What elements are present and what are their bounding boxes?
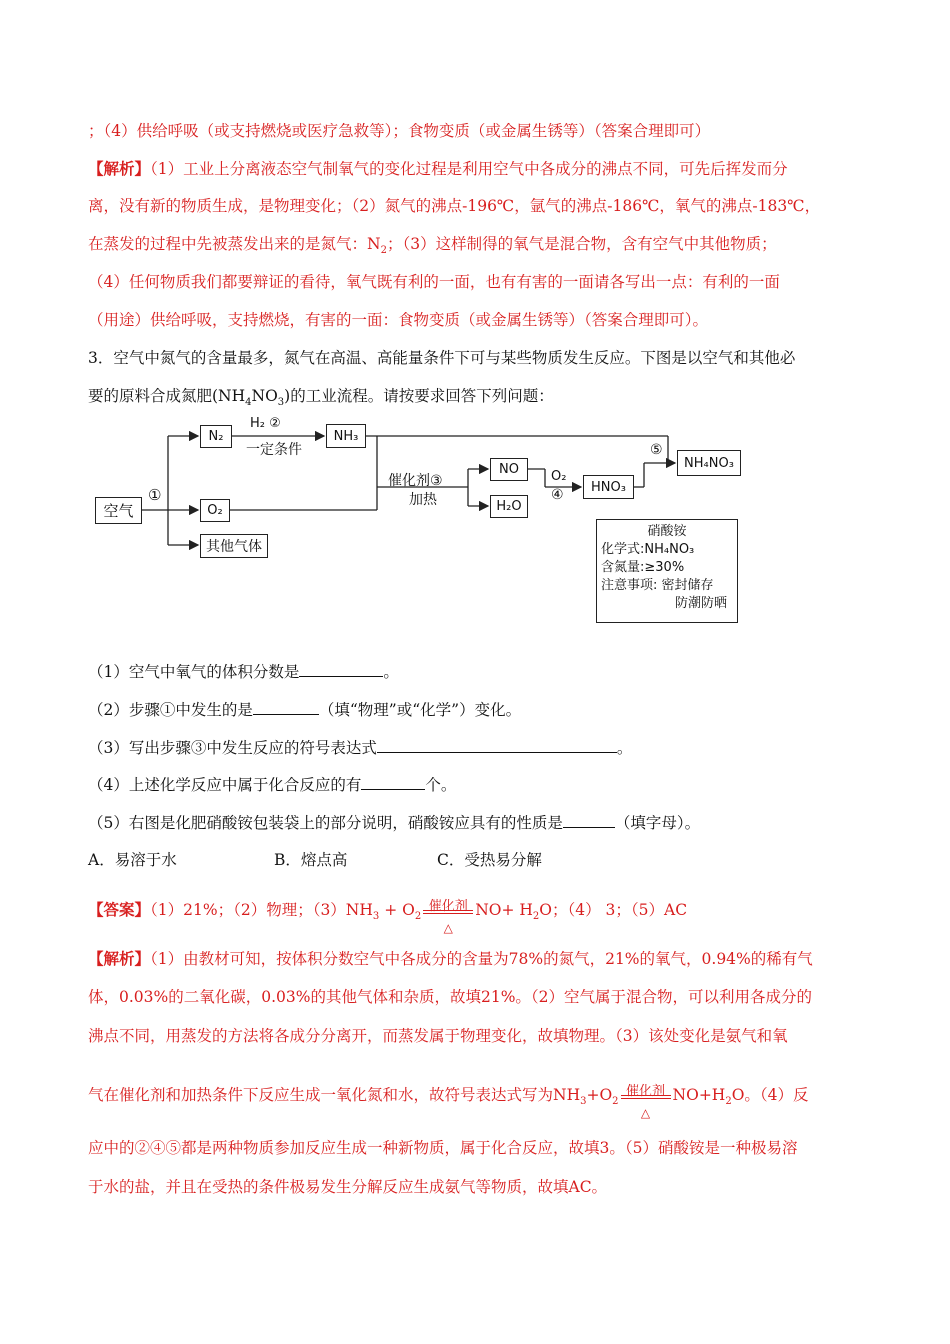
subscript: 2 [612,1096,619,1108]
analysis-text: NO+H [672,1086,726,1104]
n2-box: N₂ [200,425,232,448]
question-text: （填“物理”或“化学”）变化。 [318,701,522,719]
answer-blank[interactable] [299,662,383,677]
sub-question-5 [88,813,700,833]
subscript: 2 [380,245,387,257]
option-a[interactable]: A．易溶于水 [88,851,177,869]
analysis-text: +O [586,1086,613,1104]
question-text: （2）步骤①中发生的是 [88,701,253,719]
stem-text: 要的原料合成氮肥(NH [88,387,246,405]
question-text: （3）写出步骤③中发生反应的符号表达式 [88,739,377,757]
heat-symbol: △ [640,1106,651,1120]
label-notes-2: 防潮防晒 [674,596,727,611]
question-text: （1）空气中氧气的体积分数是 [88,663,300,681]
answer-text: （1）21%；（2）物理；（3）NH [150,901,373,919]
analysis-text: 气在催化剂和加热条件下反应生成一氧化氮和水，故符号表达式写为NH [88,1086,581,1104]
catalyst-step3-label: 催化剂③ [388,473,443,489]
nh3-box: NH₃ [326,424,366,448]
analysis-line [88,1080,809,1120]
o2-step4-label: O₂ [551,469,567,484]
label-title: 硝酸铵 [647,524,687,539]
analysis-line: 于水的盐，并且在受热的条件极易发生分解反应生成氨气等物质，故填AC。 [88,1178,608,1196]
answer-blank[interactable] [563,813,615,828]
answer-text: + O [379,901,415,919]
answer-blank[interactable] [253,700,319,715]
question-text: （5）右图是化肥硝酸铵包装袋上的部分说明，硝酸铵应具有的性质是 [88,814,563,832]
analysis-line: （4）任何物质我们都要辩证的看待，氧气既有利的一面，也有有害的一面请各写出一点：有利的一面 [88,273,780,291]
sub-question-1 [88,662,399,682]
other-gas-box: 其他气体 [200,534,268,558]
analysis-text: （1）由教材可知，按体积分数空气中各成分的含量为78%的氮气，21%的氧气，0.94%的稀有气 [150,950,813,968]
analysis-text: （1）工业上分离液态空气制氧气的变化过程是利用空气中各成分的沸点不同，可先后挥发而分 [150,160,788,178]
analysis-tag: 【解析】 [88,159,151,178]
label-nitrogen: 含氮量:≥30% [601,560,685,575]
answer-tag: 【答案】 [88,900,151,919]
heat-label: 加热 [409,492,437,508]
sub-question-4 [88,775,456,795]
subscript: 2 [414,911,422,923]
label-formula: 化学式:NH₄NO₃ [601,542,695,557]
hno3-box: HNO₃ [583,475,634,499]
step-5-label: ⑤ [650,442,663,458]
stem-text: )的工业流程。请按要求回答下列问题： [284,387,554,405]
catalyst-condition [423,896,473,935]
option-c[interactable]: C．受热易分解 [437,851,542,869]
analysis-line: （用途）供给呼吸，支持燃烧，有害的一面：食物变质（或金属生锈等）（答案合理即可）。 [88,311,709,329]
stem-text: NO [251,387,278,405]
analysis-text: ；（3）这样制得的氧气是混合物，含有空气中其他物质； [386,235,777,253]
previous-answer-tail: ；（4）供给呼吸（或支持燃烧或医疗急救等）；食物变质（或金属生锈等）（答案合理即可） [88,122,711,140]
question-text: 。 [616,739,633,757]
analysis-text: O。（4）反 [731,1086,809,1104]
question-text: （填字母）。 [614,814,701,832]
subscript: 2 [532,911,540,923]
answer-blank[interactable] [377,738,617,753]
answer-blank[interactable] [361,775,425,790]
condition-label: 一定条件 [246,442,302,458]
answer-line [88,895,688,935]
h2-step2-label: H₂ ② [250,416,281,431]
label-notes: 注意事项: 密封储存 [601,578,714,593]
answer-text: O；（4） 3；（5）AC [539,901,688,919]
question-text: 。 [383,663,399,681]
air-box: 空气 [95,497,142,524]
analysis-tag: 【解析】 [88,949,151,968]
sub-question-3 [88,738,632,758]
answer-text: NO+ H [475,901,533,919]
subscript: 3 [580,1096,587,1108]
analysis-text: 在蒸发的过程中先被蒸发出来的是氮气：N [88,235,381,253]
step-1-label: ① [148,486,162,504]
step-4-label: ④ [551,487,564,503]
no-box: NO [490,458,528,481]
analysis-line: 应中的②④⑤都是两种物质参加反应生成一种新物质，属于化合反应，故填3。（5）硝酸铵是一种极易溶 [88,1139,798,1157]
option-b[interactable]: B．熔点高 [274,851,348,869]
analysis-line [88,949,813,969]
fertilizer-label-box [596,519,738,623]
nh4no3-box: NH₄NO₃ [677,450,741,476]
question-text: 个。 [425,776,457,794]
h2o-box: H₂O [490,495,528,518]
question-text: （4）上述化学反应中属于化合反应的有 [88,776,362,794]
analysis-line: 离，没有新的物质生成，是物理变化；（2）氮气的沸点-196℃，氩气的沸点-186℃，氧气的沸点-183℃， [88,197,821,215]
catalyst-text: 催化剂 [626,1084,666,1099]
subscript: 2 [725,1096,732,1108]
subscript: 4 [245,397,252,409]
o2-box: O₂ [200,499,230,522]
subscript: 3 [372,911,380,923]
analysis-line: 体，0.03%的二氧化碳，0.03%的其他气体和杂质，故填21%。（2）空气属于混合物，可以利用各成分的 [88,988,813,1006]
analysis-line: 沸点不同，用蒸发的方法将各成分分离开，而蒸发属于物理变化，故填物理。（3）该处变化是氨气和氧 [88,1027,788,1045]
question-stem: 3．空气中氮气的含量最多，氮气在高温、高能量条件下可与某些物质发生反应。下图是以空气和其他必 [88,349,796,367]
sub-question-2 [88,700,521,720]
subscript: 3 [277,397,285,409]
heat-symbol: △ [443,921,453,935]
catalyst-text: 催化剂 [428,899,468,914]
catalyst-condition [621,1081,671,1120]
